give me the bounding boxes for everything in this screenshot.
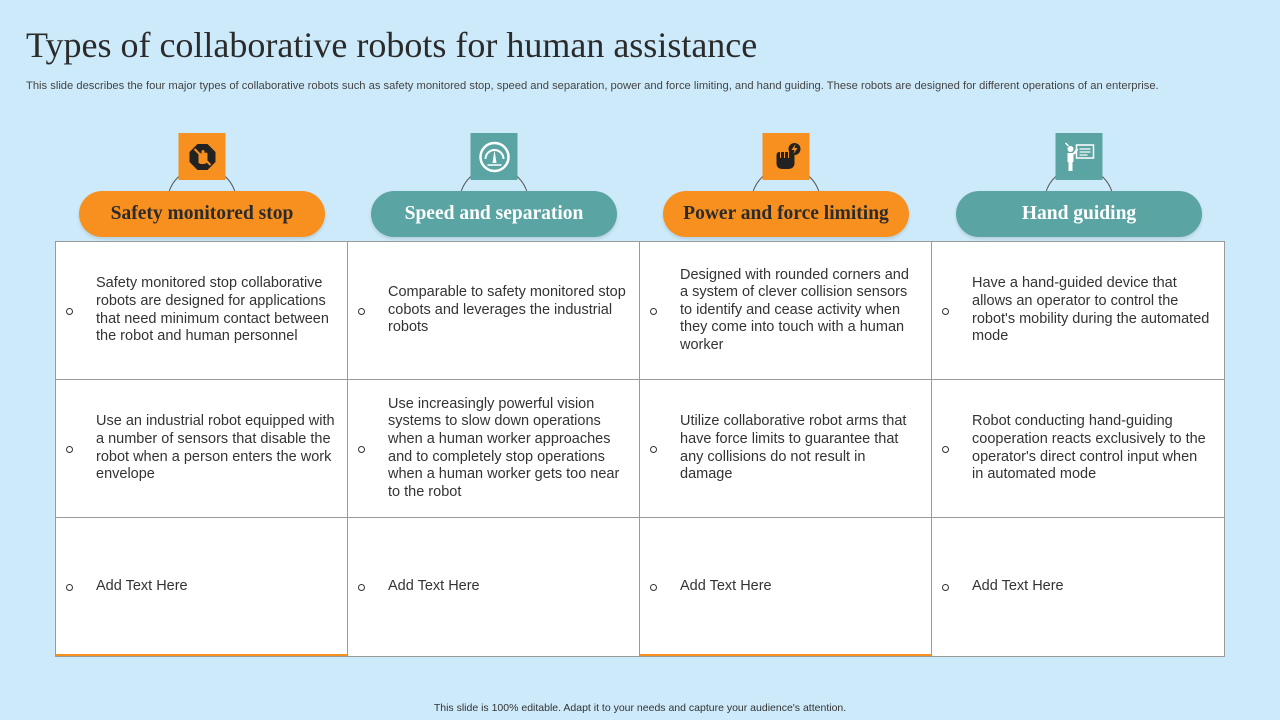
table-cell (348, 242, 640, 380)
bullet-icon (650, 584, 657, 591)
power-fist-icon (763, 133, 810, 180)
cell-text: Add Text Here (680, 578, 772, 595)
speedometer-icon (471, 133, 518, 180)
heading-safety-monitored-stop: Safety monitored stop (79, 191, 325, 237)
column-header-speed (371, 133, 617, 239)
content-table (55, 241, 1225, 657)
cell-text: Add Text Here (388, 578, 480, 595)
table-cell (56, 518, 348, 656)
cell-text: Add Text Here (972, 578, 1064, 595)
bullet-icon (358, 584, 365, 591)
table-cell (640, 518, 932, 656)
heading-power-and-force-limiting: Power and force limiting (663, 191, 909, 237)
heading-speed-and-separation: Speed and separation (371, 191, 617, 237)
heading-hand-guiding: Hand guiding (956, 191, 1202, 237)
cell-text: Designed with rounded corners and a system of clever collision sensors to identify and cease activity when they come into touch with a human worker (680, 266, 909, 353)
bullet-icon (650, 446, 657, 453)
cell-text: Have a hand-guided device that allows an operator to control the robot's mobility during the automated mode (972, 275, 1210, 345)
bullet-icon (66, 584, 73, 591)
table-cell (932, 242, 1224, 380)
cell-text: Add Text Here (96, 578, 188, 595)
table-cell (932, 518, 1224, 656)
cell-text: Robot conducting hand-guiding cooperation reacts exclusively to the operator's direct control input when in automated mode (972, 413, 1206, 483)
column-header-hand-guiding (956, 133, 1202, 239)
bullet-icon (358, 308, 365, 315)
table-cell (640, 242, 932, 380)
table-cell (348, 518, 640, 656)
presenter-board-icon (1056, 133, 1103, 180)
column-header-power (663, 133, 909, 239)
cell-text: Safety monitored stop collaborative robots are designed for applications that need minimum contact between the robot and human personnel (96, 275, 329, 345)
column-header-safety (79, 133, 325, 239)
bullet-icon (942, 308, 949, 315)
bullet-icon (942, 584, 949, 591)
bullet-icon (358, 446, 365, 453)
cell-text: Utilize collaborative robot arms that have force limits to guarantee that any collisions do not result in damage (680, 413, 907, 483)
table-cell (348, 380, 640, 518)
page-title: Types of collaborative robots for human assistance (26, 25, 758, 65)
footer-note: This slide is 100% editable. Adapt it to your needs and capture your audience's attention. (433, 702, 847, 714)
bullet-icon (942, 446, 949, 453)
cell-text: Use an industrial robot equipped with a number of sensors that disable the robot when a person enters the work envelope (96, 413, 335, 483)
table-cell (640, 380, 932, 518)
table-cell (932, 380, 1224, 518)
table-cell (56, 380, 348, 518)
bullet-icon (650, 308, 657, 315)
cell-text: Comparable to safety monitored stop cobots and leverages the industrial robots (388, 284, 626, 336)
bullet-icon (66, 308, 73, 315)
stop-hand-icon (179, 133, 226, 180)
page-subtitle: This slide describes the four major types of collaborative robots such as safety monitored stop, speed and separation, power and force limiting, and hand guiding. These robots are designed for different operations of an enterprise. (26, 80, 1159, 92)
table-cell (56, 242, 348, 380)
bullet-icon (66, 446, 73, 453)
cell-text: Use increasingly powerful vision systems to slow down operations when a human worker approaches and to completely stop operations when a human worker gets too near to the robot (388, 395, 620, 500)
